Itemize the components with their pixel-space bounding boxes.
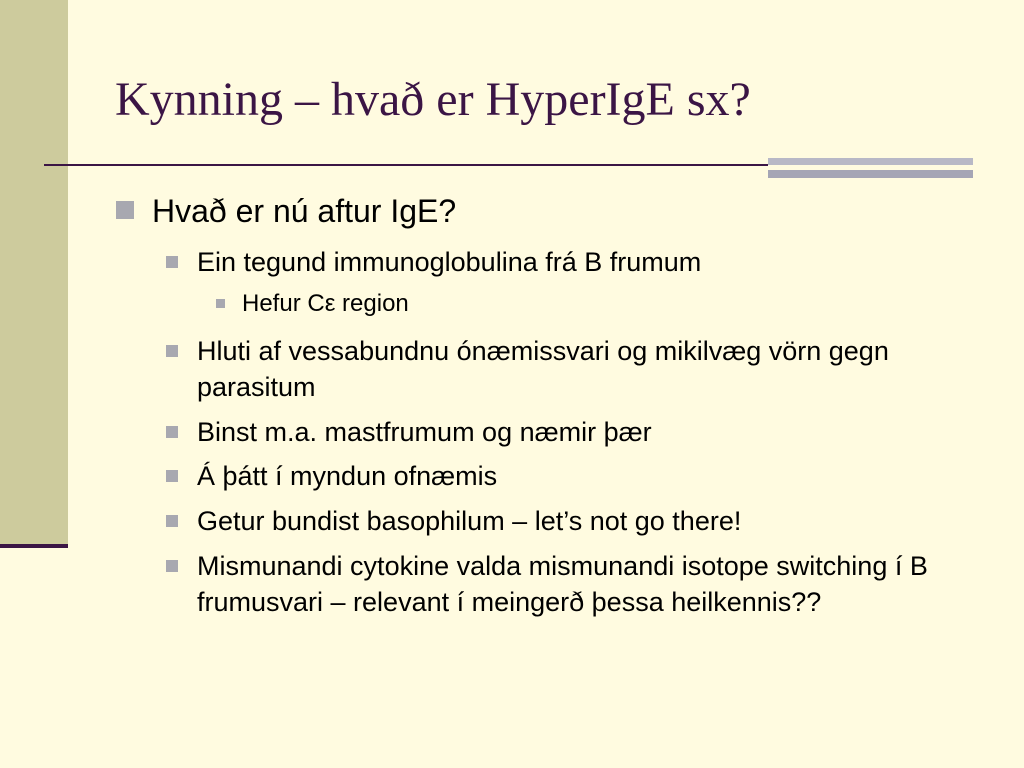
bullet-sub-4: Á þátt í myndun ofnæmis (197, 461, 498, 491)
square-bullet-icon (166, 515, 178, 527)
square-bullet-icon (116, 201, 134, 219)
bullet-sub-1-child: Hefur Cε region (242, 290, 409, 317)
square-bullet-icon (216, 299, 225, 308)
square-bullet-icon (166, 560, 178, 572)
square-bullet-icon (166, 256, 178, 268)
square-bullet-icon (166, 426, 178, 438)
bullet-main: Hvað er nú aftur IgE? (152, 193, 457, 229)
square-bullet-icon (166, 470, 178, 482)
bullet-sub-2: Hluti af vessabundnu ónæmissvari og mikilvæg vörn gegn parasitum (197, 336, 889, 402)
bullet-sub-1: Ein tegund immunoglobulina frá B frumum (197, 247, 702, 277)
bullet-sub-5: Getur bundist basophilum – let’s not go there! (197, 506, 742, 536)
bullet-sub-6: Mismunandi cytokine valda mismunandi isotope switching í B frumusvari – relevant í meingerð þessa heilkennis?? (197, 551, 928, 617)
square-bullet-icon (166, 345, 178, 357)
slide-title: Kynning – hvað er HyperIgE sx? (115, 73, 751, 126)
bullet-sub-3: Binst m.a. mastfrumum og næmir þær (197, 417, 652, 447)
